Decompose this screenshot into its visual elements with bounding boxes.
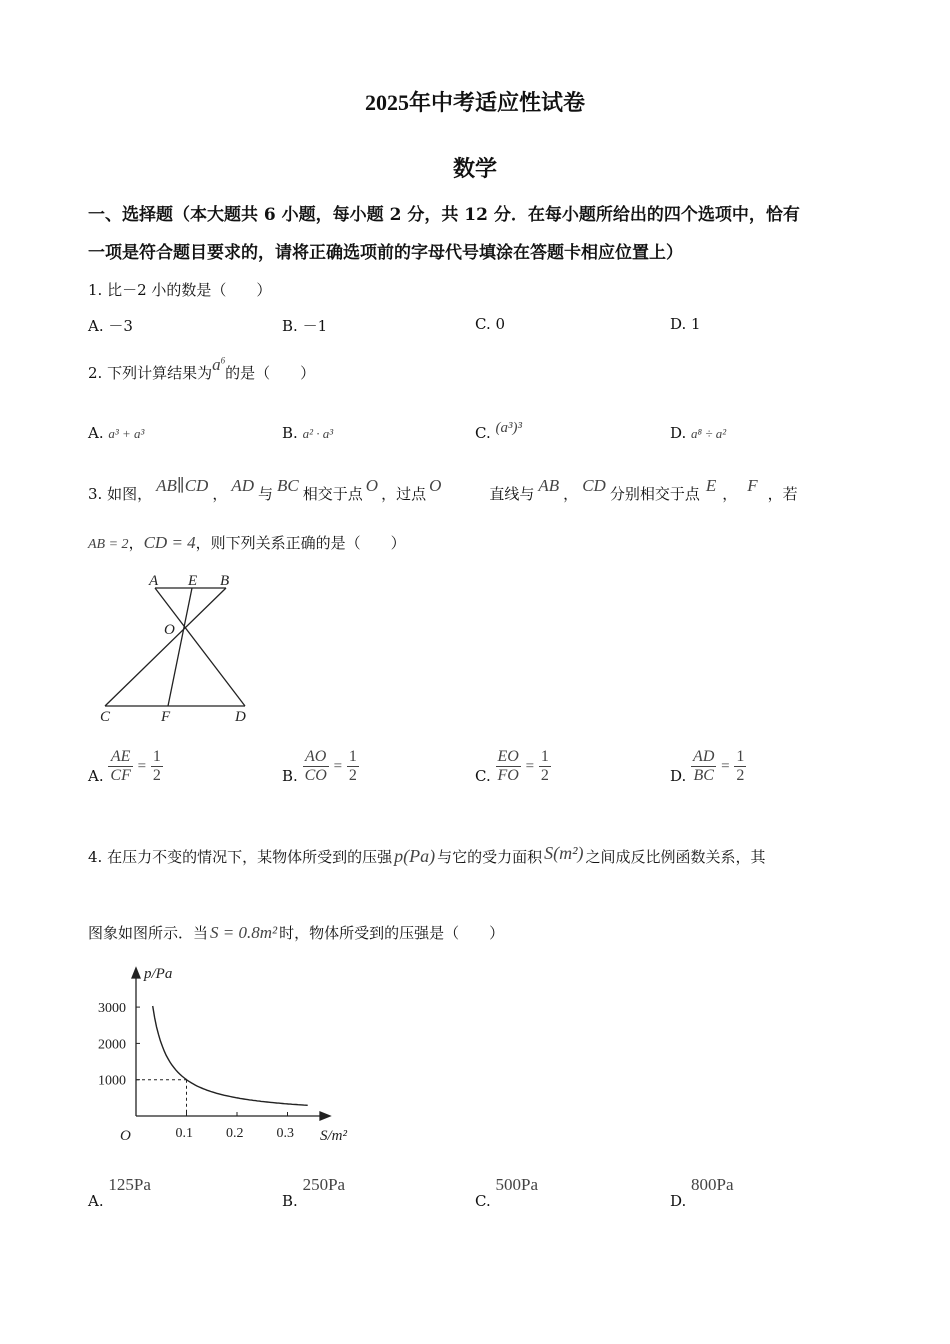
q1-option-b: B. －1	[282, 317, 328, 335]
q1-option-a: A. －3	[88, 317, 133, 335]
label-e: E	[188, 573, 198, 589]
q3-option-c: C. $\frac{EO}{FO}$ = $\frac{1}{2}$	[475, 748, 549, 785]
subject-title: 数学	[452, 156, 497, 181]
q4-stem-line1: 4. 在压力不变的情况下，某物体所受到的压强 p(Pa) 与它的受力面积 S(m²) 之间成反比例函数关系，其	[88, 843, 766, 866]
label-a: A	[149, 573, 159, 589]
y-tick-label: 2000	[98, 1037, 126, 1053]
section-heading-line1: 一、选择题（本大题共 6 小题，每小题 2 分，共 12 分．在每小题所给出的四个选项中，恰有	[88, 205, 800, 225]
q2-option-b: B. a² · a³	[282, 424, 334, 442]
q2-stem: 2. 下列计算结果为$a^6$的是（ ）	[88, 355, 316, 382]
q2-option-c: C. (a³)³	[475, 420, 522, 442]
q1-option-c: C. 0	[475, 315, 506, 333]
x-axis-label: S/m²	[320, 1128, 347, 1144]
q4-pressure-area-chart	[90, 958, 370, 1148]
x-axis-arrow	[320, 1112, 330, 1120]
x-tick-label: 0.1	[175, 1126, 193, 1141]
x-tick-label: 0.2	[226, 1126, 244, 1141]
q4-option-a: A. 125Pa	[88, 1175, 151, 1210]
q3-stem-line1: 3. 如图， AB∥CD ， AD 与 BC 相交于点 O ，过点 O 直线与 AB ， CD 分别相交于点 E ， F ，若	[88, 476, 798, 503]
inverse-proportion-curve	[153, 1006, 308, 1105]
q4-option-c: C. 500Pa	[475, 1175, 538, 1210]
q3-stem-line2: AB = 2，CD = 4，则下列关系正确的是（ ）	[88, 533, 406, 552]
y-axis-label: p/Pa	[144, 966, 173, 982]
y-tick-label: 1000	[98, 1073, 126, 1089]
label-c: C	[100, 709, 111, 725]
q2-option-d: D. a⁸ ÷ a²	[670, 424, 727, 442]
q1-stem: 1. 比－2 小的数是（ ）	[88, 281, 272, 299]
q3-geometry-figure	[95, 568, 260, 728]
y-axis-arrow	[132, 968, 140, 978]
x-tick-label: 0.3	[276, 1126, 294, 1141]
q1-option-d: D. 1	[670, 315, 701, 333]
section-heading-line2: 一项是符合题目要求的，请将正确选项前的字母代号填涂在答题卡相应位置上）	[88, 243, 683, 263]
q4-option-b: B. 250Pa	[282, 1175, 346, 1210]
label-f: F	[161, 709, 171, 725]
q2-option-a: A. a³ + a³	[88, 424, 145, 442]
q4-stem-line2: 图象如图所示．当 S = 0.8m² 时，物体所受到的压强是（ ）	[88, 923, 505, 942]
origin-label: O	[120, 1128, 131, 1144]
label-b: B	[220, 573, 230, 589]
q3-option-d: D. $\frac{AD}{BC}$ = $\frac{1}{2}$	[670, 748, 745, 785]
q3-option-a: A. $\frac{AE}{CF}$ = $\frac{1}{2}$	[88, 748, 161, 785]
page-title: 2025年中考适应性试卷	[364, 90, 585, 115]
q4-option-d: D. 800Pa	[670, 1175, 734, 1210]
label-o: O	[164, 622, 175, 638]
q3-option-b: B. $\frac{AO}{CO}$ = $\frac{1}{2}$	[282, 748, 357, 785]
y-tick-label: 3000	[98, 1001, 126, 1017]
label-d: D	[235, 709, 246, 725]
